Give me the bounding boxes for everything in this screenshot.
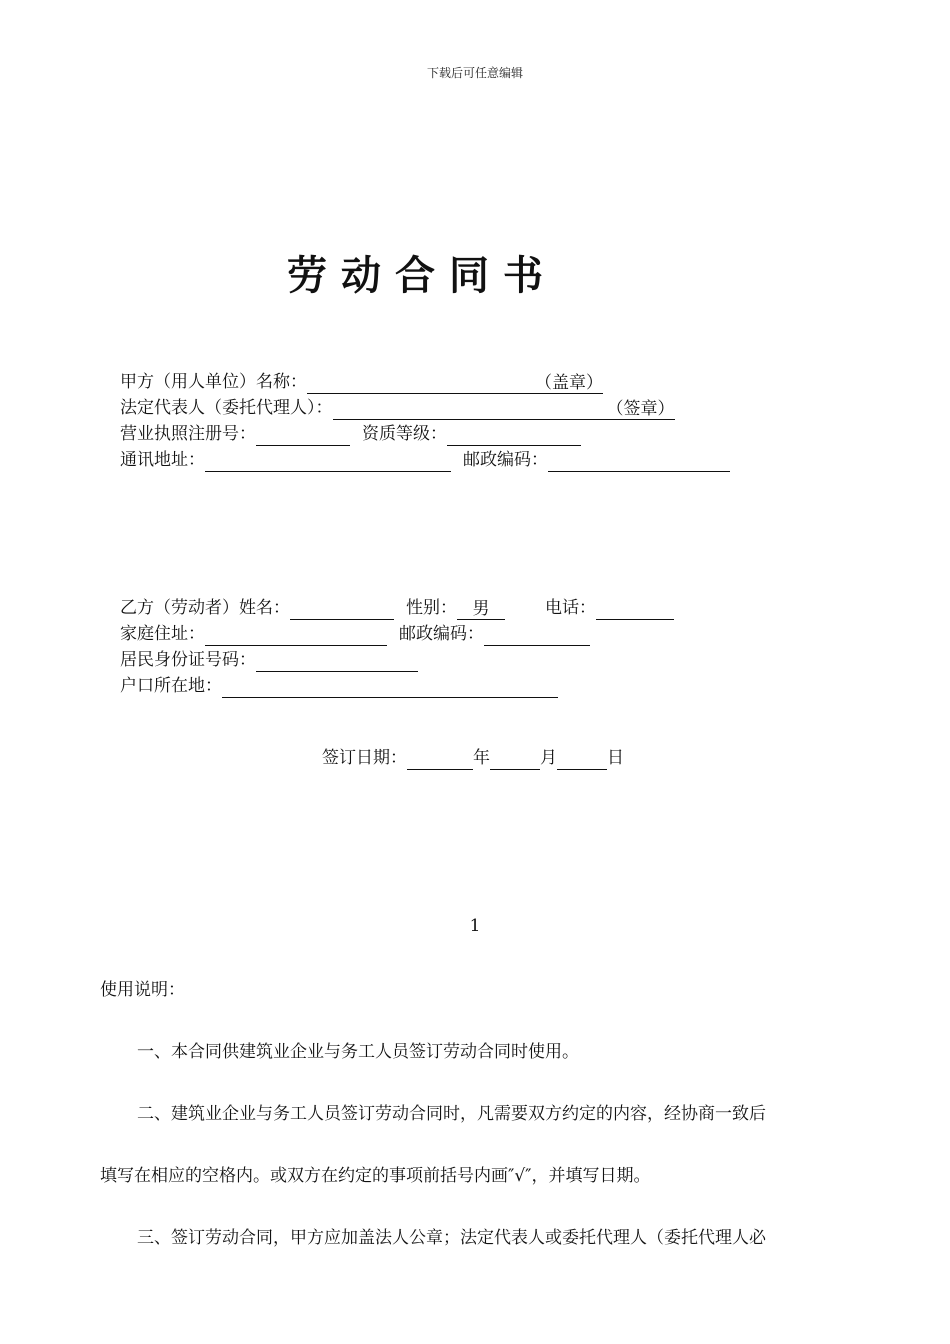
- home-field[interactable]: [205, 625, 387, 646]
- year-field[interactable]: [407, 749, 473, 770]
- party-a-license-row: [120, 422, 581, 446]
- party-b-name-row: [120, 596, 674, 620]
- gender-label: 性别：: [406, 598, 457, 618]
- id-label: 居民身份证号码：: [120, 650, 256, 670]
- page-number: 1: [469, 916, 481, 936]
- address-field[interactable]: [205, 451, 451, 472]
- day-field[interactable]: [557, 749, 607, 770]
- grade-field[interactable]: [447, 425, 581, 446]
- phone-field[interactable]: [596, 599, 674, 620]
- gender-field[interactable]: [457, 599, 505, 620]
- license-field[interactable]: [256, 425, 350, 446]
- party-a-rep-field[interactable]: [333, 399, 675, 420]
- month-field[interactable]: [490, 749, 540, 770]
- day-label: 日: [607, 748, 624, 768]
- party-a-postcode-field[interactable]: [548, 451, 730, 472]
- party-b-postcode-label: 邮政编码：: [399, 624, 484, 644]
- document-title: 劳动合同书: [287, 253, 557, 299]
- party-a-rep-row: [120, 396, 675, 420]
- party-a-postcode-label: 邮政编码：: [463, 450, 548, 470]
- license-label: 营业执照注册号：: [120, 424, 256, 444]
- party-a-name-label: 甲方（用人单位）名称：: [120, 372, 307, 392]
- party-b-postcode-field[interactable]: [484, 625, 590, 646]
- instruction-item-2-line-2: 填写在相应的空格内。或双方在约定的事项前括号内画″√″，并填写日期。: [100, 1166, 651, 1186]
- gender-value: 男: [472, 599, 490, 619]
- hukou-field[interactable]: [222, 677, 558, 698]
- grade-label: 资质等级：: [362, 424, 447, 444]
- party-b-name-label: 乙方（劳动者）姓名：: [120, 598, 290, 618]
- sign-note: （签章）: [606, 399, 675, 419]
- header-note: 下载后可任意编辑: [426, 66, 523, 80]
- home-label: 家庭住址：: [120, 624, 205, 644]
- party-a-rep-label: 法定代表人（委托代理人）：: [120, 398, 333, 418]
- instructions-heading: 使用说明：: [100, 980, 185, 1000]
- party-b-id-row: [120, 648, 418, 672]
- party-b-name-field[interactable]: [290, 599, 394, 620]
- sign-date-label: 签订日期：: [322, 748, 407, 768]
- party-b-home-row: [120, 622, 590, 646]
- instruction-item-1: 一、本合同供建筑业企业与务工人员签订劳动合同时使用。: [137, 1042, 579, 1062]
- party-a-address-row: [120, 448, 730, 472]
- instruction-item-2-line-1: 二、建筑业企业与务工人员签订劳动合同时，凡需要双方约定的内容，经协商一致后: [137, 1104, 766, 1124]
- year-label: 年: [473, 748, 490, 768]
- party-b-hukou-row: [120, 674, 558, 698]
- seal-note: （盖章）: [535, 373, 603, 393]
- id-field[interactable]: [256, 651, 418, 672]
- month-label: 月: [540, 748, 557, 768]
- party-a-name-row: [120, 370, 603, 394]
- phone-label: 电话：: [545, 598, 596, 618]
- hukou-label: 户口所在地：: [120, 676, 222, 696]
- party-a-name-field[interactable]: [307, 373, 603, 394]
- instruction-item-3-line-1: 三、签订劳动合同，甲方应加盖法人公章；法定代表人或委托代理人（委托代理人必: [137, 1228, 766, 1248]
- sign-date-row: [322, 746, 624, 770]
- address-label: 通讯地址：: [120, 450, 205, 470]
